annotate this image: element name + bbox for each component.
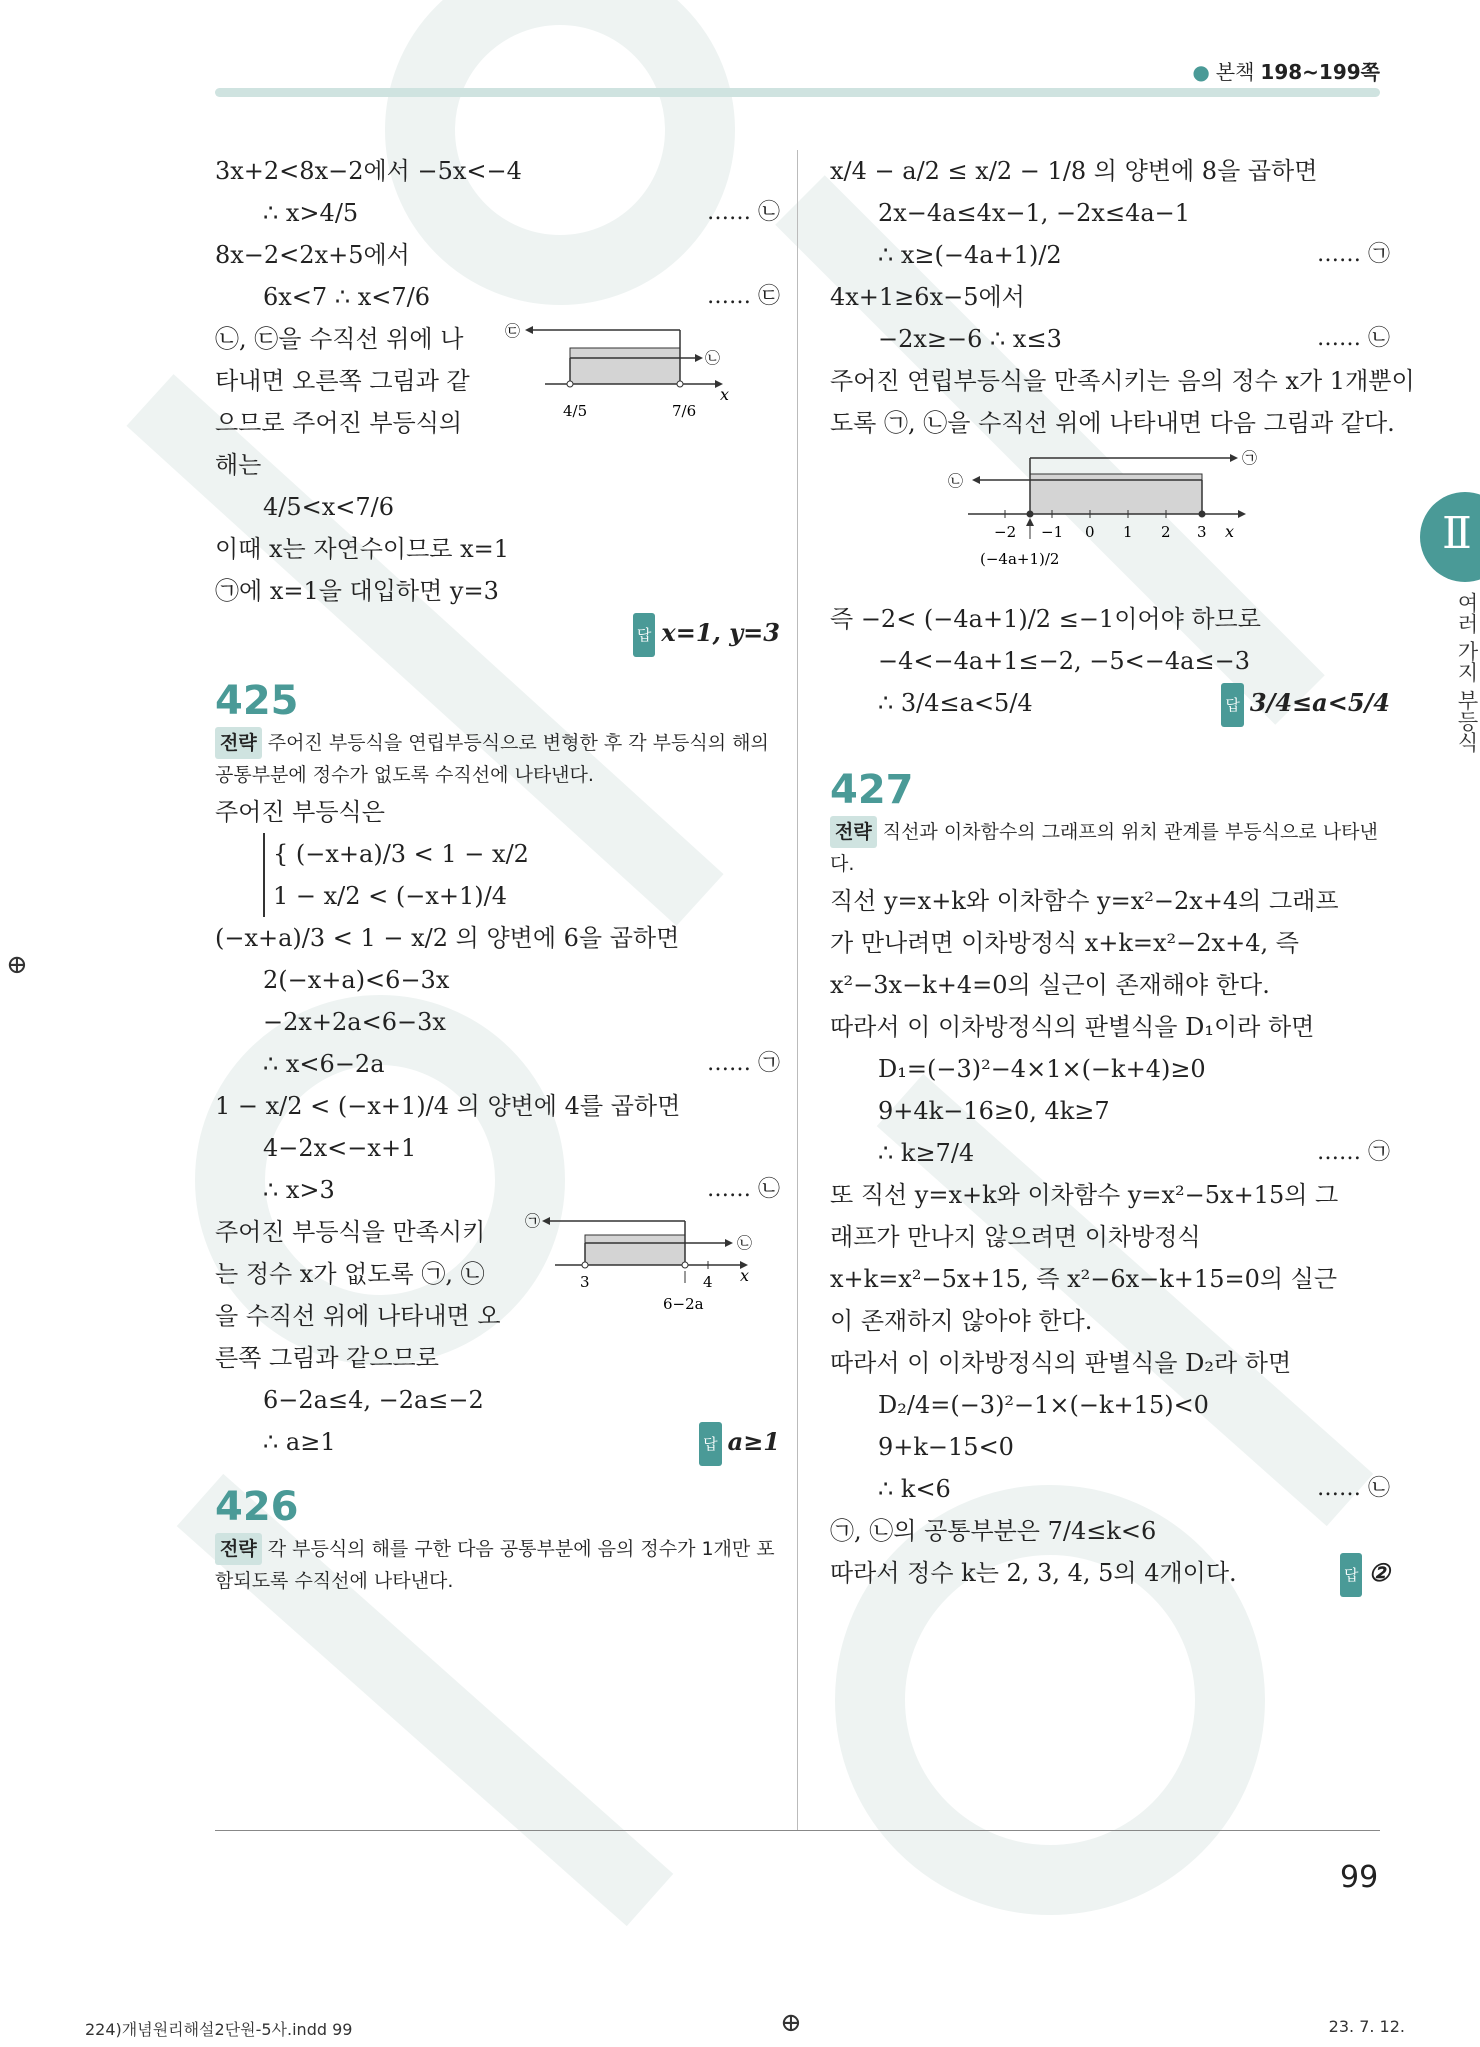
math-line: −4<−4a+1≤−2, −5<−4a≤−3 xyxy=(878,647,1250,675)
arrow-label: (−4a+1)/2 xyxy=(980,550,1060,568)
math-text: 6x<7 ∴ x<7/6 xyxy=(263,283,430,311)
arrow-label: 6−2a xyxy=(663,1294,704,1313)
strategy xyxy=(830,816,1390,880)
footer-file: 224)개념원리해설2단원-5사.indd 99 xyxy=(85,2020,353,2039)
math-line: 4−2x<−x+1 xyxy=(263,1133,417,1162)
text-line: 이 존재하지 않아야 한다. xyxy=(830,1307,1093,1335)
math-text: ∴ x≥(−4a+1)/2 xyxy=(878,241,1062,269)
circled-label: ㉢ xyxy=(505,322,521,340)
math-line: 이때 x는 자연수이므로 x=1 xyxy=(215,535,509,563)
right-column xyxy=(830,150,1415,1594)
math-text: −2x≥−6 ∴ x≤3 xyxy=(878,325,1062,353)
tick-label: 3 xyxy=(580,1272,590,1291)
answer-value: 3/4≤a<5/4 xyxy=(1249,688,1390,717)
circled-label: ㉡ xyxy=(737,1233,753,1252)
math-line: 즉 −2< (−4a+1)/2 ≤−1이어야 하므로 xyxy=(830,605,1261,633)
answer-inline xyxy=(699,1421,780,1466)
math-text: ∴ k<6 xyxy=(878,1475,951,1503)
text-line: x²−3x−k+4=0의 실근이 존재해야 한다. xyxy=(830,971,1270,999)
math-line: D₁=(−3)²−4×1×(−k+4)≥0 xyxy=(878,1055,1206,1083)
equation-tag: …… ㉠ xyxy=(707,1050,780,1076)
text-line: 도록 ㉠, ㉡을 수직선 위에 나타내면 다음 그림과 같다. xyxy=(830,409,1395,437)
math-line: 1 − x/2 < (−x+1)/4 의 양변에 4를 곱하면 xyxy=(215,1091,681,1120)
tick-label: −2 xyxy=(994,523,1017,541)
bullet-dot-icon: ● xyxy=(1192,60,1210,84)
math-text: ∴ x>3 xyxy=(263,1175,335,1204)
answer-value: a≥1 xyxy=(727,1426,780,1456)
tick-label: −1 xyxy=(1041,523,1064,541)
footer-date: 23. 7. 12. xyxy=(1328,2017,1405,2036)
strategy-label: 전략 xyxy=(215,1533,262,1565)
math-line: 주어진 부등식은 xyxy=(215,797,385,826)
text-line: 른쪽 그림과 같으므로 xyxy=(215,1343,439,1372)
math-line xyxy=(830,318,1390,360)
circled-label: ㉠ xyxy=(1242,449,1258,467)
math-line: ㉠, ㉡의 공통부분은 7/4≤k<6 xyxy=(830,1517,1157,1545)
answer-badge: 답 xyxy=(699,1422,722,1466)
math-line: ㉠에 x=1을 대입하면 y=3 xyxy=(215,577,499,605)
answer-inline xyxy=(1340,1552,1390,1597)
text-line: 직선 y=x+k와 이차함수 y=x²−2x+4의 그래프 xyxy=(830,887,1339,915)
text-line: 주어진 연립부등식을 만족시키는 음의 정수 x가 1개뿐이 xyxy=(830,367,1415,395)
strategy-text: 주어진 부등식을 연립부등식으로 변형한 후 각 부등식의 해의 공통부분에 정수가 없도록 수직선에 나타낸다. xyxy=(215,731,769,786)
system-brace xyxy=(263,833,780,917)
equation-tag: …… ㉡ xyxy=(707,1176,780,1202)
left-column xyxy=(215,150,780,1597)
math-line: 4x+1≥6x−5에서 xyxy=(830,283,1025,311)
problem-number: 425 xyxy=(215,677,299,724)
answer-badge: 답 xyxy=(633,613,656,657)
text-line: 해는 xyxy=(215,451,262,479)
tick-label: 7/6 xyxy=(672,402,697,420)
equation-tag: …… ㉢ xyxy=(707,284,780,309)
strategy xyxy=(215,1533,780,1597)
circled-label: ㉡ xyxy=(948,472,964,490)
math-text: ∴ k≥7/4 xyxy=(878,1139,975,1167)
answer-value: x=1, y=3 xyxy=(661,618,780,647)
math-line xyxy=(830,1552,1390,1594)
tick-label: 2 xyxy=(1161,523,1171,541)
math-line xyxy=(830,1468,1390,1510)
answer-value: ② xyxy=(1368,1558,1390,1587)
equation-tag: …… ㉡ xyxy=(1317,326,1390,351)
text-line: ㉡, ㉢을 수직선 위에 나 xyxy=(215,325,464,353)
math-line xyxy=(830,682,1390,724)
math-text: ∴ a≥1 xyxy=(263,1427,336,1456)
math-line: −2x+2a<6−3x xyxy=(263,1007,446,1036)
text-line: 가 만나려면 이차방정식 x+k=x²−2x+4, 즉 xyxy=(830,929,1299,957)
math-text: ∴ 3/4≤a<5/4 xyxy=(878,689,1033,717)
text-line: 따라서 이 이차방정식의 판별식을 D₂라 하면 xyxy=(830,1349,1292,1377)
page-reference xyxy=(1192,56,1380,85)
math-line: 6−2a≤4, −2a≤−2 xyxy=(263,1385,484,1414)
math-text: ∴ x>4/5 xyxy=(263,199,359,227)
figure-block xyxy=(215,318,780,486)
text-line: 타내면 오른쪽 그림과 같 xyxy=(215,367,470,395)
answer-badge: 답 xyxy=(1221,683,1244,727)
axis-label: x xyxy=(740,1265,750,1285)
answer-badge: 답 xyxy=(1340,1553,1363,1597)
text-line: 주어진 부등식을 만족시키 xyxy=(215,1217,486,1246)
math-line: x/4 − a/2 ≤ x/2 − 1/8 의 양변에 8을 곱하면 xyxy=(830,157,1318,185)
tick-label: 0 xyxy=(1085,523,1095,541)
math-line: 9+k−15<0 xyxy=(878,1433,1014,1461)
math-line: 9+4k−16≥0, 4k≥7 xyxy=(878,1097,1110,1125)
math-line: (−x+a)/3 < 1 − x/2 의 양변에 6을 곱하면 xyxy=(215,923,680,952)
text-line: 는 정수 x가 없도록 ㉠, ㉡ xyxy=(215,1259,485,1288)
page-range: 198~199쪽 xyxy=(1260,60,1380,84)
math-line xyxy=(215,1421,780,1463)
math-line: 4/5<x<7/6 xyxy=(263,493,395,521)
circled-label: ㉠ xyxy=(525,1211,541,1230)
text-line: 래프가 만나지 않으려면 이차방정식 xyxy=(830,1223,1201,1251)
equation-tag: …… ㉡ xyxy=(707,200,780,225)
math-line: 1 − x/2 < (−x+1)/4 xyxy=(273,881,507,910)
book-label: 본책 xyxy=(1215,60,1255,84)
tick-label: 3 xyxy=(1197,523,1207,541)
math-text: ∴ x<6−2a xyxy=(263,1049,385,1078)
tick-label: 1 xyxy=(1123,523,1133,541)
page-number: 99 xyxy=(1340,1860,1379,1895)
axis-label: x xyxy=(1225,522,1235,541)
equation-tag: …… ㉠ xyxy=(1317,1140,1390,1165)
math-text: 따라서 정수 k는 2, 3, 4, 5의 4개이다. xyxy=(830,1559,1237,1587)
text-line: 을 수직선 위에 나타내면 오 xyxy=(215,1301,501,1330)
footer-rule xyxy=(215,1830,1380,1831)
math-line xyxy=(215,192,780,234)
section-title: 여러 가지 부등식 xyxy=(1455,592,1479,753)
strategy-text: 각 부등식의 해를 구한 다음 공통부분에 음의 정수가 1개만 포함되도록 수직선에 나타낸다. xyxy=(215,1537,775,1592)
math-line: 8x−2<2x+5에서 xyxy=(215,241,410,269)
tick-label: 4 xyxy=(703,1272,713,1291)
text-line: 또 직선 y=x+k와 이차함수 y=x²−5x+15의 그 xyxy=(830,1181,1339,1209)
tick-label: 4/5 xyxy=(563,402,588,420)
text-line: 따라서 이 이차방정식의 판별식을 D₁이라 하면 xyxy=(830,1013,1315,1041)
strategy-label: 전략 xyxy=(215,727,262,759)
axis-label: x xyxy=(720,385,730,404)
math-line xyxy=(215,1043,780,1085)
math-line: 3x+2<8x−2에서 −5x<−4 xyxy=(215,157,522,185)
answer-inline xyxy=(1221,682,1390,727)
math-line: { (−x+a)/3 < 1 − x/2 xyxy=(273,839,529,868)
text-line: x+k=x²−5x+15, 즉 x²−6x−k+15=0의 실근 xyxy=(830,1265,1338,1293)
math-line xyxy=(830,234,1390,276)
math-line: 2x−4a≤4x−1, −2x≤4a−1 xyxy=(878,199,1191,227)
strategy xyxy=(215,727,780,791)
answer-line xyxy=(215,612,780,657)
problem-number: 427 xyxy=(830,767,914,813)
math-line xyxy=(215,276,780,318)
figure-block xyxy=(215,1211,780,1379)
circled-label: ㉡ xyxy=(705,349,721,367)
math-line: D₂/4=(−3)²−1×(−k+15)<0 xyxy=(878,1391,1209,1419)
header-rule xyxy=(215,88,1380,97)
problem-number: 426 xyxy=(215,1483,299,1530)
number-line-figure xyxy=(525,1211,780,1331)
math-line: 2(−x+a)<6−3x xyxy=(263,965,450,994)
math-line xyxy=(215,1169,780,1211)
registration-mark-icon: ⊕ xyxy=(780,2008,802,2038)
strategy-label: 전략 xyxy=(830,816,877,848)
section-numeral: Ⅱ xyxy=(1442,508,1472,559)
text-line: 으므로 주어진 부등식의 xyxy=(215,409,463,437)
column-divider xyxy=(797,150,798,1830)
equation-tag: …… ㉠ xyxy=(1317,242,1390,267)
strategy-text: 직선과 이차함수의 그래프의 위치 관계를 부등식으로 나타낸다. xyxy=(830,821,1378,875)
math-line xyxy=(830,1132,1390,1174)
equation-tag: …… ㉡ xyxy=(1317,1476,1390,1501)
number-line-figure xyxy=(830,444,1390,594)
number-line-figure xyxy=(505,318,775,438)
registration-mark-icon: ⊕ xyxy=(6,950,28,980)
